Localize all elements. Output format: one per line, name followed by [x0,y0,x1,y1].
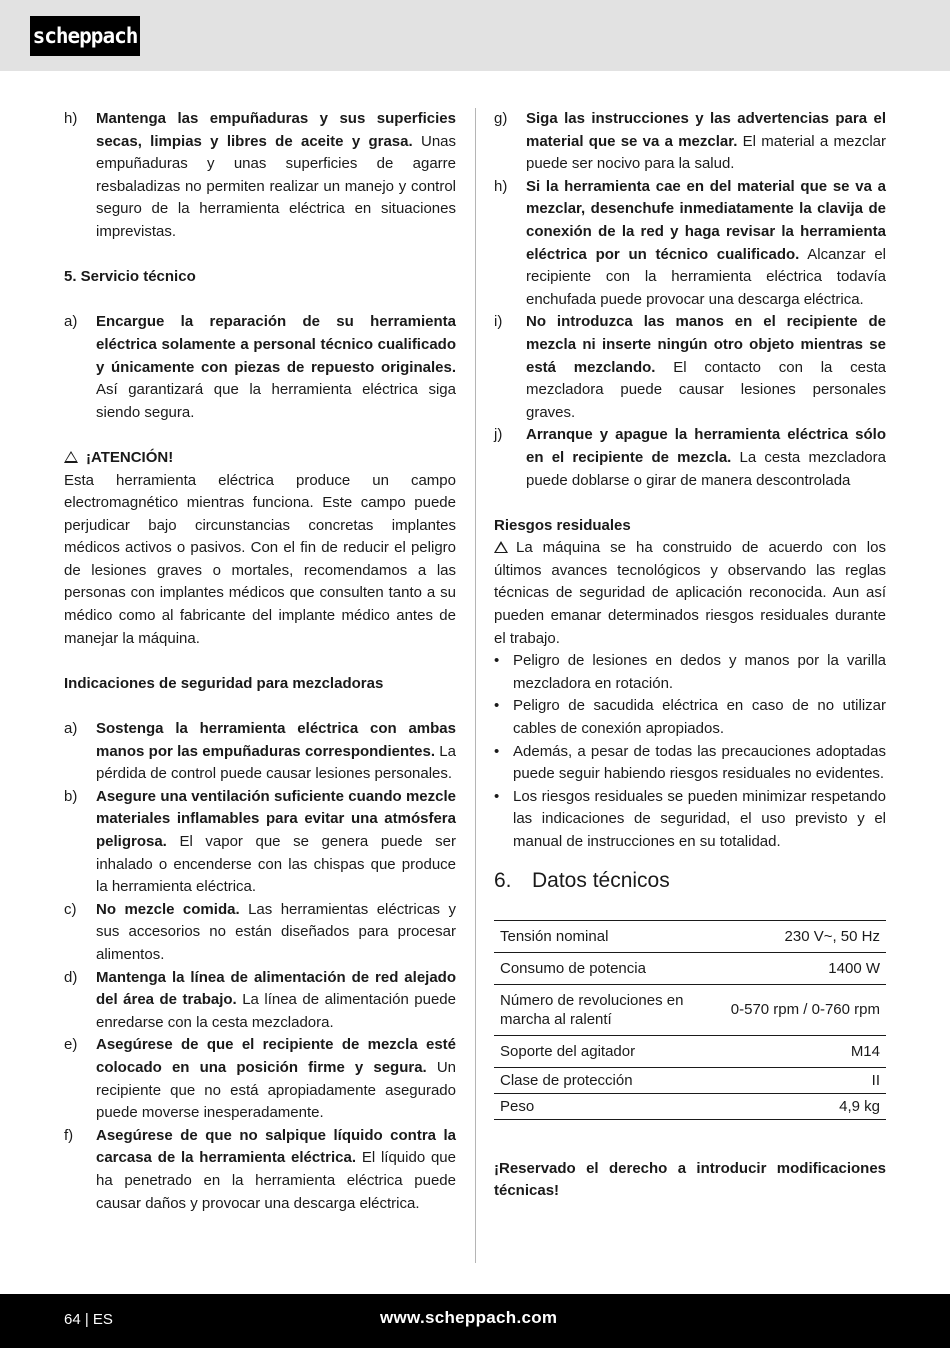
mixer-items-continued [494,108,886,492]
residual-bullets [494,650,886,853]
spec-value: 1400 W [699,952,886,984]
item-label: j) [494,426,503,444]
item-text: Las herramientas eléctricas y sus accesorios no están diseñados para procesar alimentos. [96,900,457,963]
item-bold: Asegure una ventilación suficiente cuando mezcle materiales inflamables para evitar una atmósfera peligrosa. [96,787,456,850]
table-row [494,1093,886,1119]
item-text: El contacto con la cesta mezcladora puede causar lesiones personales graves. [526,358,886,421]
bullet-icon: • [494,697,500,715]
item-text: La línea de alimentación puede enredarse con la cesta mezcladora. [96,991,456,1031]
item-label: a) [64,720,78,738]
bullet-text: Los riesgos residuales se pueden minimizar respetando las indicaciones de seguridad, el uso previsto y el manual de instrucciones en su totalidad. [513,787,886,850]
item-text: El líquido que ha penetrado en la herramienta eléctrica puede causar daños y provocar una descarga eléctrica. [96,1149,456,1212]
spec-label: Tensión nominal [494,920,699,952]
attention-heading-text: ¡ATENCIÓN! [86,448,174,466]
bullet-text: Además, a pesar de todas las precauciones adoptadas puede seguir habiendo riesgos residuales no evidentes. [513,742,886,783]
table-row [494,1035,886,1067]
item-bold: Mantenga la línea de alimentación de red alejado del área de trabajo. [96,968,456,1009]
instruction-item [64,311,456,424]
spec-value: 0-570 rpm / 0-760 rpm [699,984,886,1035]
left-column [64,108,456,1215]
item-bold: Sostenga la herramienta eléctrica con ambas manos por las empuñaduras correspondientes. [96,720,456,760]
item-label: b) [64,787,78,805]
column-divider [475,108,476,1263]
section-title [494,868,886,894]
item-label: h) [64,110,78,127]
instruction-item [494,176,886,312]
instruction-item [64,718,456,786]
item-bold: No introduzca las manos en el recipiente de mezcla ni inserte ningún otro objeto mientras se está mezclando. [526,313,886,376]
item-bold: Si la herramienta cae en del material que se va a mezclar, desenchufe inmediatamente la clavija de conexión de la red y haga revisar la herramienta eléctrica por un técnico cualificado. [526,177,886,263]
section-number: 6. [494,868,512,892]
bullet-icon: • [494,787,500,805]
item-text: La pérdida de control puede causar lesiones personales. [96,742,456,783]
bullet-icon: • [494,742,500,760]
item-bold: Asegúrese de que el recipiente de mezcla esté colocado en una posición firme y segura. [96,1036,456,1076]
bullet-text: Peligro de lesiones en dedos y manos por la varilla mezcladora en rotación. [513,652,886,692]
spec-label: Clase de protección [494,1067,699,1093]
spec-label: Consumo de potencia [494,952,699,984]
list-item [494,786,886,854]
item-label: i) [494,313,503,331]
list-item [494,695,886,740]
instruction-item [64,108,456,244]
residual-intro-text: La máquina se ha construido de acuerdo con los últimos avances tecnológicos y observando las reglas técnicas de seguridad de aplicación reconocida. Aun así pueden emanar determinados riesgos residuales durante el trabajo. [494,539,886,647]
spec-label: Peso [494,1093,699,1119]
instruction-item [64,899,456,967]
item-text: El vapor que se genera puede ser inhalado o encenderse con las chispas que produce la herramienta eléctrica. [96,833,456,896]
residual-intro [494,537,886,650]
item-label: h) [494,177,508,195]
spec-label: Número de revoluciones en marcha al ralentí [494,984,699,1035]
item-bold: Siga las instrucciones y las advertencias para el material que se va a mezclar. [526,110,886,150]
website-url: www.scheppach.com [380,1308,558,1327]
item-text: La cesta mezcladora puede doblarse o girar de manera descontrolada [526,448,886,489]
instruction-item [64,967,456,1035]
scheppach-logo: scheppach [30,16,140,56]
spec-value: 230 V~, 50 Hz [699,920,886,952]
item-label: f) [64,1126,74,1144]
item-label: d) [64,968,78,986]
item-label: c) [64,900,77,918]
table-row [494,920,886,952]
section-title-text: Datos técnicos [532,868,670,892]
item-label: g) [494,110,508,127]
instruction-item [64,786,456,899]
warning-icon [64,451,78,463]
attention-text: Esta herramienta eléctrica produce un campo electromagnético mientras funciona. Este campo puede perjudicar bajo circunstancias concretas implantes médicos activos o pasivos. Con el fin de reducir el peligro de lesiones graves o mortales, recomendamos a las personas con implantes médicos que consulten tanto a su médico como al fabricante del implante médico antes de manejar la máquina. [64,471,456,647]
spec-value: 4,9 kg [699,1093,886,1119]
item-bold: Arranque y apague la herramienta eléctrica sólo en el recipiente de mezcla. [526,426,886,466]
instruction-item [64,1125,456,1215]
item-text: Alcanzar el recipiente con la herramienta eléctrica todavía enchufada puede provocar una descarga eléctrica. [526,245,886,308]
attention-heading [64,447,456,470]
mixer-safety-heading: Indicaciones de seguridad para mezcladoras [64,674,384,692]
item-label: a) [64,313,78,331]
page-number: 64 | ES [64,1311,113,1328]
specs-table [494,920,886,1120]
spec-label: Soporte del agitador [494,1035,699,1067]
item-bold: Mantenga las empuñaduras y sus superficies secas, limpias y libres de aceite y grasa. [96,110,456,150]
table-row [494,952,886,984]
instruction-item [64,1034,456,1124]
item-text: Así garantizará que la herramienta eléctrica siga siendo segura. [96,381,456,421]
bullet-icon: • [494,652,500,670]
item-text: Un recipiente que no está apropiadamente asegurado puede moverse inesperadamente. [96,1058,457,1122]
list-item [494,741,886,786]
instruction-item [494,424,886,492]
spec-value: M14 [699,1035,886,1067]
warning-icon [494,541,508,553]
item-label: e) [64,1036,78,1054]
table-row [494,984,886,1035]
item-bold: No mezcle comida. [96,900,240,918]
footer-band [0,1294,950,1348]
table-row [494,1067,886,1093]
list-item [494,650,886,695]
service-heading: 5. Servicio técnico [64,268,196,286]
residual-risks-heading: Riesgos residuales [494,516,631,534]
instruction-item [494,108,886,176]
item-text: El material a mezclar puede ser nocivo para la salud. [526,132,886,173]
bullet-text: Peligro de sacudida eléctrica en caso de no utilizar cables de conexión apropiados. [513,697,886,738]
mixer-items-list [64,718,456,1215]
right-column [494,108,886,1203]
header-band [0,0,950,71]
item-bold: Asegúrese de que no salpique líquido contra la carcasa de la herramienta eléctrica. [96,1126,456,1167]
item-text: Unas empuñaduras y unas superficies de agarre resbaladizas no permiten realizar un manejo y control seguro de la herramienta eléctrica en situaciones imprevistas. [96,132,456,240]
reserved-rights-notice: ¡Reservado el derecho a introducir modificaciones técnicas! [494,1159,886,1200]
item-bold: Encargue la reparación de su herramienta eléctrica solamente a personal técnico cualificado y únicamente con piezas de repuesto originales. [96,313,456,376]
instruction-item [494,311,886,424]
spec-value: II [699,1067,886,1093]
